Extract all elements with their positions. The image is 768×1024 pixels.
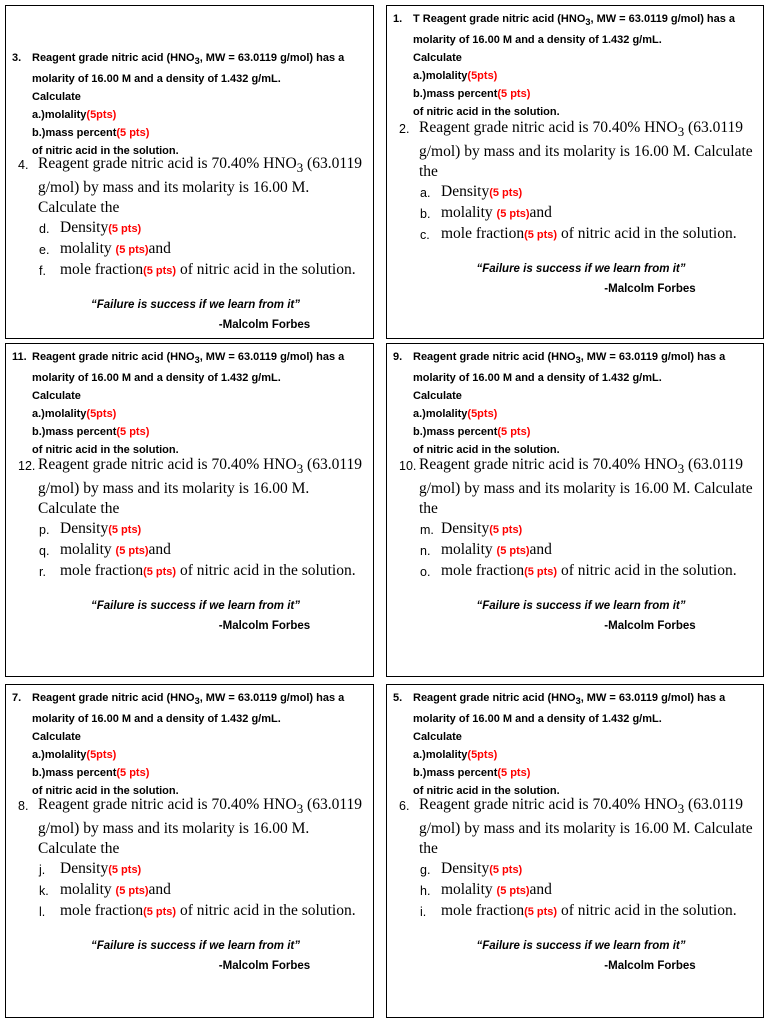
question-mass-percent: 2. Reagent grade nitric acid is 70.40% $HNO_3$ (63.0119 g/mol) by mass and its molarity is 16.00 M. Calculate the a. Density(5 pts) b. molality (5 pts)and c. mole fraction(5 pts) of nitric acid in the solution. bbox=[387, 118, 759, 245]
quote-author: -Malcolm Forbes bbox=[604, 620, 696, 632]
question-number: 4. bbox=[18, 158, 29, 172]
question-number: 1. bbox=[393, 13, 403, 25]
sub-question: b. molality (5 pts)and bbox=[420, 204, 552, 222]
question-number: 2. bbox=[399, 122, 410, 136]
quiz-card bbox=[386, 684, 764, 1018]
question-mass-percent: 10. Reagent grade nitric acid is 70.40% $HNO_3$ (63.0119 g/mol) by mass and its molarity is 16.00 M. Calculate the m. Density(5 pts) n. molality (5 pts)and o. mole fraction(5 pts) of nitric acid in the solution. bbox=[387, 455, 759, 582]
question-number: 5. bbox=[393, 692, 403, 704]
question-number: 10. bbox=[399, 459, 417, 473]
question-mass-percent: 4. Reagent grade nitric acid is 70.40% $HNO_3$ (63.0119 g/mol) by mass and its molarity is 16.00 M. Calculate the d. Density(5 pts) e. molality (5 pts)and f. mole fraction(5 pts) of nitric acid in the solution. bbox=[6, 154, 369, 281]
quiz-card bbox=[5, 5, 374, 339]
question-molarity: 5. Reagent grade nitric acid ($HNO_3$, MW = 63.0119 g/mol) has a molarity of 16.00 M and a density of 1.432 g/mL. Calculate a.)molality(5pts) b.)mass percent(5 pts) of nitric acid in the solution. bbox=[387, 689, 757, 800]
sub-question: h. molality (5 pts)and bbox=[420, 881, 552, 899]
quote-block bbox=[387, 936, 763, 976]
sub-question: k. molality (5 pts)and bbox=[39, 881, 171, 899]
sub-question: g. Density(5 pts) bbox=[420, 860, 523, 878]
quote-author: -Malcolm Forbes bbox=[604, 283, 696, 295]
sub-question: f. mole fraction(5 pts) of nitric acid in the solution. bbox=[39, 261, 356, 279]
sub-questions bbox=[387, 519, 759, 582]
question-molarity: 11. Reagent grade nitric acid ($HNO_3$, MW = 63.0119 g/mol) has a molarity of 16.00 M and a density of 1.432 g/mL. Calculate a.)molality(5pts) b.)mass percent(5 pts) of nitric acid in the solution. bbox=[6, 348, 367, 459]
question-molarity: 9. Reagent grade nitric acid ($HNO_3$, MW = 63.0119 g/mol) has a molarity of 16.00 M and a density of 1.432 g/mL. Calculate a.)molality(5pts) b.)mass percent(5 pts) of nitric acid in the solution. bbox=[387, 348, 757, 459]
quote-block bbox=[6, 295, 373, 335]
quote-text: “Failure is success if we learn from it” bbox=[91, 299, 300, 311]
question-number: 11. bbox=[12, 351, 27, 363]
quote-block bbox=[6, 596, 373, 636]
sub-question: i. mole fraction(5 pts) of nitric acid in the solution. bbox=[420, 902, 737, 920]
quote-text: “Failure is success if we learn from it” bbox=[476, 940, 686, 952]
sub-questions bbox=[387, 182, 759, 245]
quote-text: “Failure is success if we learn from it” bbox=[476, 600, 686, 612]
question-molarity: 3. Reagent grade nitric acid ($HNO_3$, MW = 63.0119 g/mol) has a molarity of 16.00 M and a density of 1.432 g/mL. Calculate a.)molality(5pts) b.)mass percent(5 pts) of nitric acid in the solution. bbox=[6, 49, 367, 160]
sub-questions bbox=[6, 218, 369, 281]
quiz-card bbox=[386, 5, 764, 339]
quote-text: “Failure is success if we learn from it” bbox=[476, 263, 686, 275]
sub-question: j. Density(5 pts) bbox=[39, 860, 142, 878]
sub-questions bbox=[387, 859, 759, 922]
quote-block bbox=[6, 936, 373, 976]
quote-block bbox=[387, 596, 763, 636]
question-number: 6. bbox=[399, 799, 410, 813]
question-mass-percent: 6. Reagent grade nitric acid is 70.40% $HNO_3$ (63.0119 g/mol) by mass and its molarity is 16.00 M. Calculate the g. Density(5 pts) h. molality (5 pts)and i. mole fraction(5 pts) of nitric acid in the solution. bbox=[387, 795, 759, 922]
question-molarity: 1. T Reagent grade nitric acid ($HNO_3$, MW = 63.0119 g/mol) has a molarity of 16.00 M and a density of 1.432 g/mL. Calculate a.)molality(5pts) b.)mass percent(5 pts) of nitric acid in the solution. bbox=[387, 10, 757, 121]
sub-question: m. Density(5 pts) bbox=[420, 520, 523, 538]
question-molarity: 7. Reagent grade nitric acid ($HNO_3$, MW = 63.0119 g/mol) has a molarity of 16.00 M and a density of 1.432 g/mL. Calculate a.)molality(5pts) b.)mass percent(5 pts) of nitric acid in the solution. bbox=[6, 689, 367, 800]
sub-question: c. mole fraction(5 pts) of nitric acid in the solution. bbox=[420, 225, 737, 243]
sub-question: r. mole fraction(5 pts) of nitric acid in the solution. bbox=[39, 562, 356, 580]
sub-question: q. molality (5 pts)and bbox=[39, 541, 171, 559]
sub-questions bbox=[6, 519, 369, 582]
sub-questions bbox=[6, 859, 369, 922]
question-number: 12. bbox=[18, 459, 36, 473]
sub-question: p. Density(5 pts) bbox=[39, 520, 142, 538]
question-mass-percent: 12. Reagent grade nitric acid is 70.40% $HNO_3$ (63.0119 g/mol) by mass and its molarity is 16.00 M. Calculate the p. Density(5 pts) q. molality (5 pts)and r. mole fraction(5 pts) of nitric acid in the solution. bbox=[6, 455, 369, 582]
quote-block bbox=[387, 259, 763, 299]
question-number: 8. bbox=[18, 799, 29, 813]
sub-question: a. Density(5 pts) bbox=[420, 183, 523, 201]
question-number: 9. bbox=[393, 351, 403, 363]
question-mass-percent: 8. Reagent grade nitric acid is 70.40% $HNO_3$ (63.0119 g/mol) by mass and its molarity is 16.00 M. Calculate the j. Density(5 pts) k. molality (5 pts)and l. mole fraction(5 pts) of nitric acid in the solution. bbox=[6, 795, 369, 922]
quiz-card bbox=[386, 343, 764, 677]
quote-text: “Failure is success if we learn from it” bbox=[91, 940, 300, 952]
sub-question: o. mole fraction(5 pts) of nitric acid in the solution. bbox=[420, 562, 737, 580]
sub-question: d. Density(5 pts) bbox=[39, 219, 142, 237]
quiz-card bbox=[5, 343, 374, 677]
sub-question: e. molality (5 pts)and bbox=[39, 240, 171, 258]
quote-author: -Malcolm Forbes bbox=[218, 319, 311, 331]
quote-author: -Malcolm Forbes bbox=[218, 620, 311, 632]
quote-author: -Malcolm Forbes bbox=[218, 960, 311, 972]
quiz-card bbox=[5, 684, 374, 1018]
sub-question: l. mole fraction(5 pts) of nitric acid in the solution. bbox=[39, 902, 356, 920]
sub-question: n. molality (5 pts)and bbox=[420, 541, 552, 559]
question-number: 7. bbox=[12, 692, 22, 704]
quote-text: “Failure is success if we learn from it” bbox=[91, 600, 300, 612]
question-number: 3. bbox=[12, 52, 22, 64]
quote-author: -Malcolm Forbes bbox=[604, 960, 696, 972]
